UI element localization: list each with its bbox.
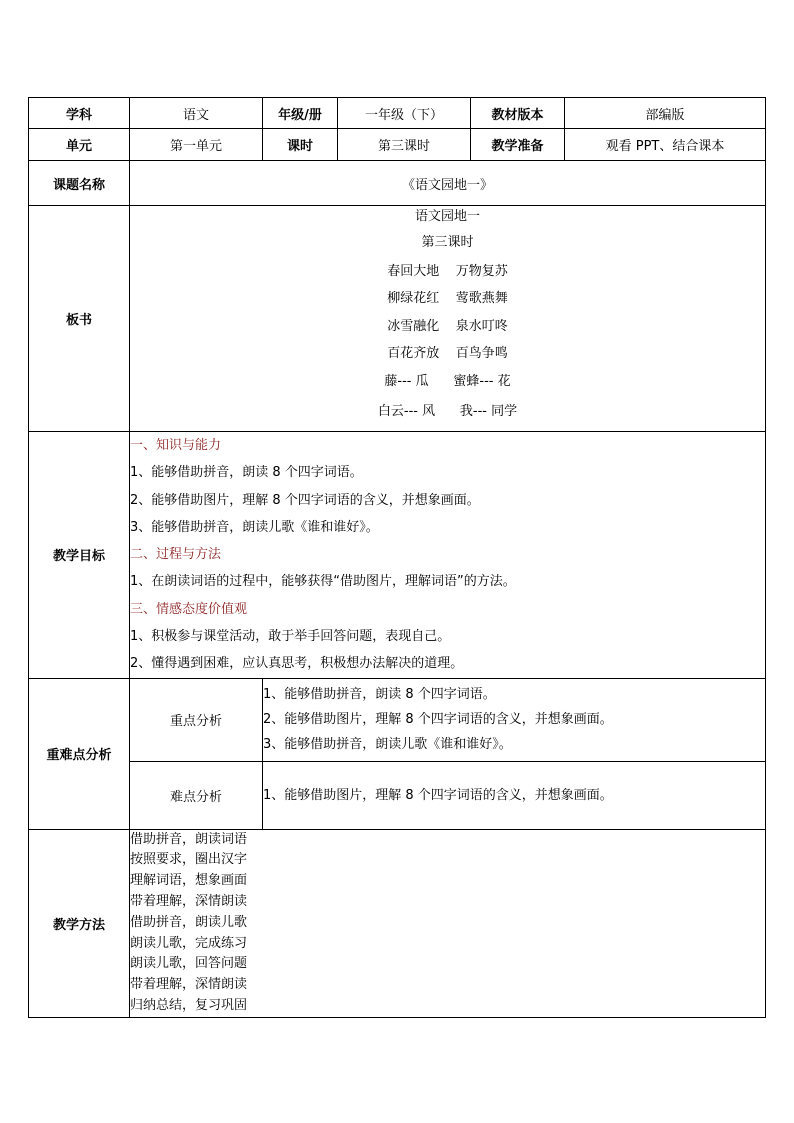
lesson-title-row: [29, 161, 766, 206]
goal-item: 2、懂得遇到困难，应认真思考，积极想办法解决的道理。: [130, 656, 464, 672]
prep-label: 教学准备: [471, 129, 565, 161]
period-value: 第三课时: [338, 129, 471, 161]
method-item: 按照要求，圈出汉字: [130, 852, 248, 868]
unit-label: 单元: [29, 129, 130, 161]
edition-label: 教材版本: [471, 98, 565, 129]
methods-row: [29, 829, 766, 1017]
board-line: 语文园地一: [414, 208, 480, 224]
lesson-plan-table: [28, 97, 766, 1018]
analysis-label: 重难点分析: [29, 678, 130, 829]
board-content: [130, 206, 766, 432]
subject-label: 学科: [29, 98, 130, 129]
goals-section-heading: 一、知识与能力: [130, 438, 222, 453]
board-line: 藤--- 瓜 蜜蜂--- 花: [384, 373, 511, 389]
key-points-content: [263, 678, 766, 761]
goals-row: [29, 432, 766, 679]
methods-label: 教学方法: [29, 829, 130, 1017]
goal-item: 1、积极参与课堂活动，敢于举手回答问题，表现自己。: [130, 629, 451, 645]
key-point-item: 3、能够借助拼音，朗读儿歌《谁和谁好》。: [263, 737, 512, 753]
method-item: 借助拼音，朗读词语: [130, 831, 248, 847]
method-item: 朗读儿歌，回答问题: [130, 956, 248, 972]
header-row-2: [29, 129, 766, 161]
lesson-title: 《语文园地一》: [130, 161, 766, 206]
lesson-title-label: 课题名称: [29, 161, 130, 206]
goal-item: 2、能够借助图片，理解 8 个四字词语的含义，并想象画面。: [130, 492, 480, 508]
method-item: 归纳总结，复习巩固: [130, 998, 248, 1014]
goals-content: [130, 432, 766, 679]
board-line: 春回大地 万物复苏: [387, 263, 508, 279]
method-item: 理解词语，想象画面: [130, 873, 248, 889]
key-points-label: 重点分析: [130, 678, 263, 761]
goal-item: 1、在朗读词语的过程中，能够获得“借助图片，理解词语”的方法。: [130, 574, 516, 590]
key-point-item: 2、能够借助图片，理解 8 个四字词语的含义，并想象画面。: [263, 712, 613, 728]
goals-section-heading: 二、过程与方法: [130, 547, 222, 563]
goal-item: 3、能够借助拼音，朗读儿歌《谁和谁好》。: [130, 519, 379, 535]
board-line: 柳绿花红 莺歌燕舞: [387, 291, 508, 307]
grade-value: 一年级（下）: [338, 98, 471, 129]
prep-value: 观看 PPT、结合课本: [565, 129, 766, 161]
subject-value: 语文: [130, 98, 263, 129]
difficult-points-label: 难点分析: [130, 761, 263, 829]
goals-label: 教学目标: [29, 432, 130, 679]
method-item: 借助拼音，朗读儿歌: [130, 914, 248, 930]
period-label: 课时: [263, 129, 338, 161]
edition-value: 部编版: [565, 98, 766, 129]
goals-section-heading: 三、情感态度价值观: [130, 601, 248, 617]
method-item: 带着理解，深情朗读: [130, 977, 248, 993]
goal-item: 1、能够借助拼音，朗读 8 个四字词语。: [130, 465, 363, 481]
board-line: 百花齐放 百鸟争鸣: [387, 346, 508, 362]
board-line: 第三课时: [421, 234, 474, 250]
board-line: 冰雪融化 泉水叮咚: [387, 318, 508, 334]
board-row: [29, 206, 766, 432]
difficult-points-content: [263, 761, 766, 829]
methods-content: [130, 829, 766, 1017]
key-points-row: [29, 678, 766, 761]
header-row-1: [29, 98, 766, 129]
method-item: 朗读儿歌，完成练习: [130, 935, 248, 951]
unit-value: 第一单元: [130, 129, 263, 161]
method-item: 带着理解，深情朗读: [130, 894, 248, 910]
board-line: 白云--- 风 我--- 同学: [377, 404, 518, 420]
key-point-item: 1、能够借助拼音，朗读 8 个四字词语。: [263, 687, 496, 703]
difficult-point-item: 1、能够借助图片，理解 8 个四字词语的含义，并想象画面。: [263, 787, 613, 803]
grade-label: 年级/册: [263, 98, 338, 129]
board-label: 板书: [29, 206, 130, 432]
difficult-points-row: [29, 761, 766, 829]
